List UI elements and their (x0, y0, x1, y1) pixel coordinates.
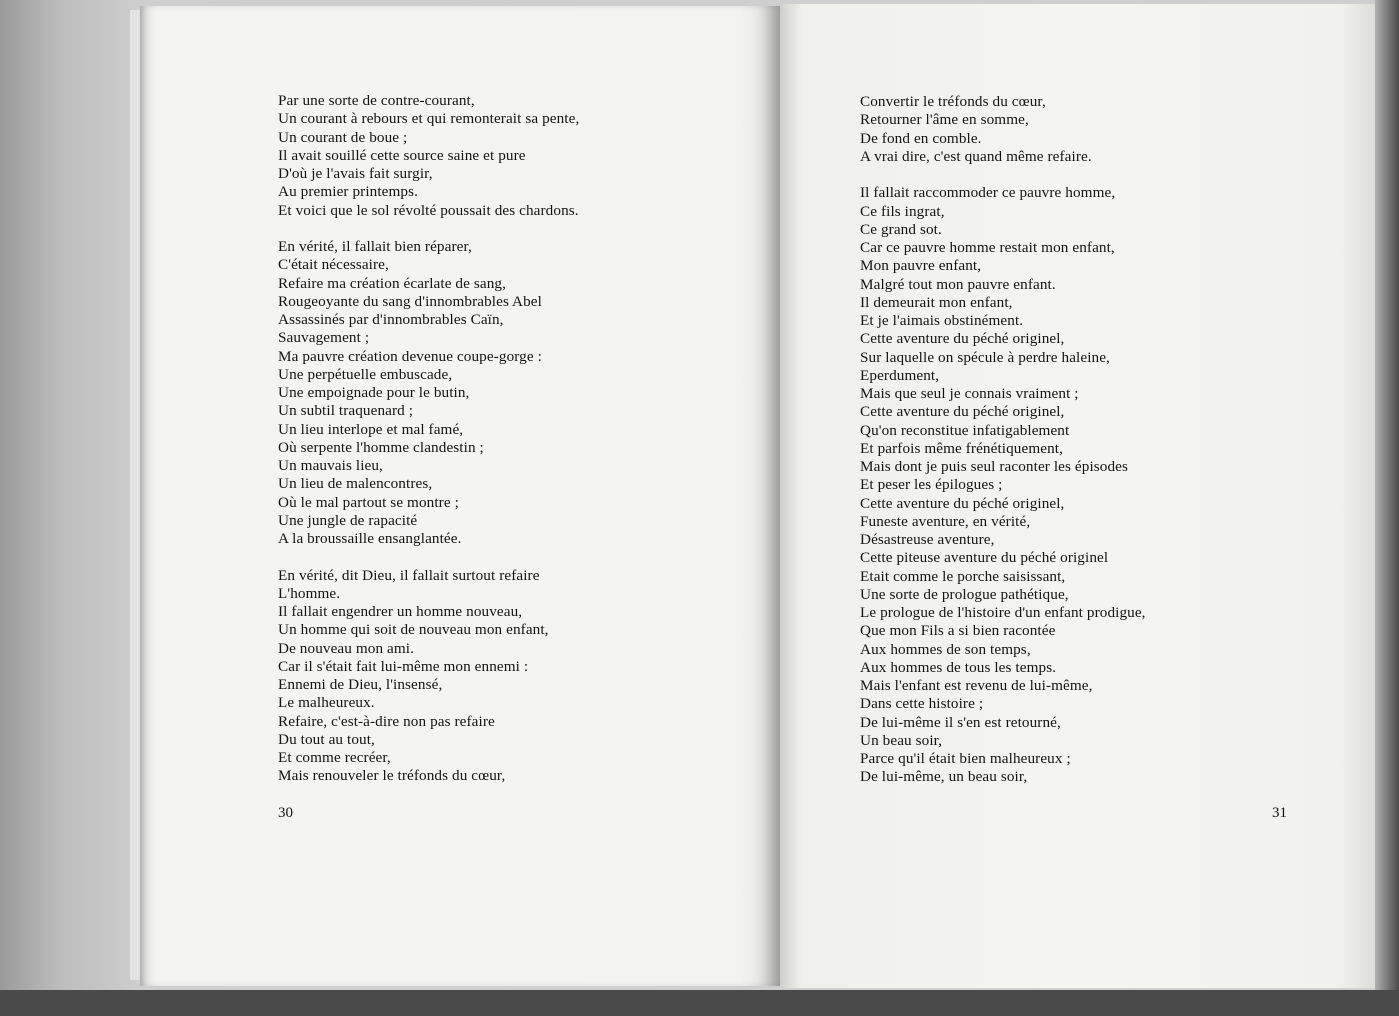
verse-line: Une perpétuelle embuscade, (278, 365, 453, 383)
verse-line: Un courant à rebours et qui remonterait sa pente, (278, 110, 580, 128)
verse-line: Un homme qui soit de nouveau mon enfant, (278, 621, 549, 639)
verse-line: Une jungle de rapacité (278, 511, 418, 529)
verse-line: Le malheureux. (278, 694, 375, 712)
verse-line: Parce qu'il était bien malheureux ; (860, 750, 1071, 767)
right-page-number: 31 (1272, 805, 1287, 821)
verse-line: Eperdument, (860, 366, 940, 384)
right-page-text (860, 93, 1146, 787)
verse-line: Un lieu interlope et mal famé, (278, 420, 464, 438)
verse-line: Désastreuse aventure, (860, 531, 995, 548)
verse-line: Malgré tout mon pauvre enfant. (860, 275, 1056, 293)
verse-line: Mais que seul je connais vraiment ; (860, 385, 1079, 402)
verse-line: Ennemi de Dieu, l'insensé, (278, 676, 443, 693)
verse-line: Rougeoyante du sang d'innombrables Abel (278, 292, 542, 310)
stanza-break (860, 166, 1146, 184)
verse-line: Par une sorte de contre-courant, (278, 92, 475, 109)
stanza-break (278, 220, 579, 238)
verse-line: Cette piteuse aventure du péché originel (860, 549, 1109, 567)
verse-line: L'homme. (278, 584, 341, 602)
verse-line: Mais l'enfant est revenu de lui-même, (860, 677, 1093, 694)
verse-line: Mais dont je puis seul raconter les épisodes (860, 458, 1129, 475)
verse-line: Il fallait raccommoder ce pauvre homme, (860, 184, 1116, 202)
left-page-text (278, 92, 579, 786)
verse-line: De lui-même il s'en est retourné, (860, 713, 1061, 731)
verse-line: Assassinés par d'innombrables Caïn, (278, 311, 504, 328)
verse-line: Cette aventure du péché originel, (860, 494, 1065, 512)
verse-line: De nouveau mon ami. (278, 639, 415, 657)
verse-line: Où le mal partout se montre ; (278, 493, 459, 511)
verse-line: En vérité, dit Dieu, il fallait surtout refaire (278, 566, 540, 584)
left-page-number: 30 (278, 805, 293, 821)
verse-line: Car ce pauvre homme restait mon enfant, (860, 239, 1115, 256)
verse-line: Ce grand sot. (860, 220, 942, 238)
verse-line: Convertir le tréfonds du cœur, (860, 93, 1046, 110)
verse-line: Un lieu de malencontres, (278, 475, 433, 493)
verse-line: Sauvagement ; (278, 329, 370, 347)
verse-line: Et je l'aimais obstinément. (860, 312, 1024, 329)
verse-line: Mon pauvre enfant, (860, 257, 982, 275)
verse-line: Il fallait engendrer un homme nouveau, (278, 603, 523, 620)
verse-line: C'était nécessaire, (278, 256, 389, 274)
stanza-break (278, 548, 579, 566)
verse-line: Un mauvais lieu, (278, 457, 383, 474)
verse-line: Refaire, c'est-à-dire non pas refaire (278, 712, 495, 730)
scanner-bottom-edge (0, 990, 1399, 1016)
verse-line: Qu'on reconstitue infatigablement (860, 421, 1070, 439)
verse-line: Où serpente l'homme clandestin ; (278, 438, 484, 456)
verse-line: Un subtil traquenard ; (278, 402, 414, 420)
verse-line: Une empoignade pour le butin, (278, 384, 470, 401)
verse-line: Que mon Fils a si bien racontée (860, 622, 1056, 640)
verse-line: Funeste aventure, en vérité, (860, 512, 1031, 530)
verse-line: En vérité, il fallait bien réparer, (278, 238, 472, 255)
verse-line: Aux hommes de son temps, (860, 640, 1031, 658)
verse-line: Il demeurait mon enfant, (860, 293, 1013, 311)
verse-line: Et peser les épilogues ; (860, 476, 1003, 494)
verse-line: Aux hommes de tous les temps. (860, 658, 1057, 676)
verse-line: Ma pauvre création devenue coupe-gorge : (278, 347, 542, 365)
verse-line: Etait comme le porche saisissant, (860, 567, 1066, 585)
verse-line: Un beau soir, (860, 731, 943, 749)
verse-line: Sur laquelle on spécule à perdre haleine, (860, 348, 1110, 366)
verse-line: Cette aventure du péché originel, (860, 330, 1065, 348)
verse-line: A la broussaille ensanglantée. (278, 530, 462, 547)
book-right-edge (1375, 0, 1399, 990)
verse-line: Du tout au tout, (278, 730, 375, 748)
verse-line: De fond en comble. (860, 129, 982, 147)
verse-line: De lui-même, un beau soir, (860, 768, 1028, 786)
verse-line: Il avait souillé cette source saine et pure (278, 146, 526, 164)
verse-line: Un courant de boue ; (278, 128, 408, 146)
verse-line: Au premier printemps. (278, 183, 419, 201)
verse-line: Ce fils ingrat, (860, 202, 945, 220)
verse-line: Une sorte de prologue pathétique, (860, 585, 1069, 603)
page-edges (130, 10, 140, 980)
verse-line: A vrai dire, c'est quand même refaire. (860, 147, 1092, 165)
verse-line: Refaire ma création écarlate de sang, (278, 274, 507, 292)
verse-line: D'où je l'avais fait surgir, (278, 165, 433, 182)
verse-line: Car il s'était fait lui-même mon ennemi : (278, 657, 529, 675)
verse-line: Et comme recréer, (278, 749, 391, 766)
verse-line: Et parfois même frénétiquement, (860, 439, 1063, 457)
verse-line: Retourner l'âme en somme, (860, 111, 1029, 129)
verse-line: Dans cette histoire ; (860, 695, 984, 713)
verse-line: Mais renouveler le tréfonds du cœur, (278, 767, 506, 785)
verse-line: Cette aventure du péché originel, (860, 403, 1065, 421)
verse-line: Le prologue de l'histoire d'un enfant prodigue, (860, 604, 1146, 621)
verse-line: Et voici que le sol révolté poussait des chardons. (278, 201, 579, 219)
